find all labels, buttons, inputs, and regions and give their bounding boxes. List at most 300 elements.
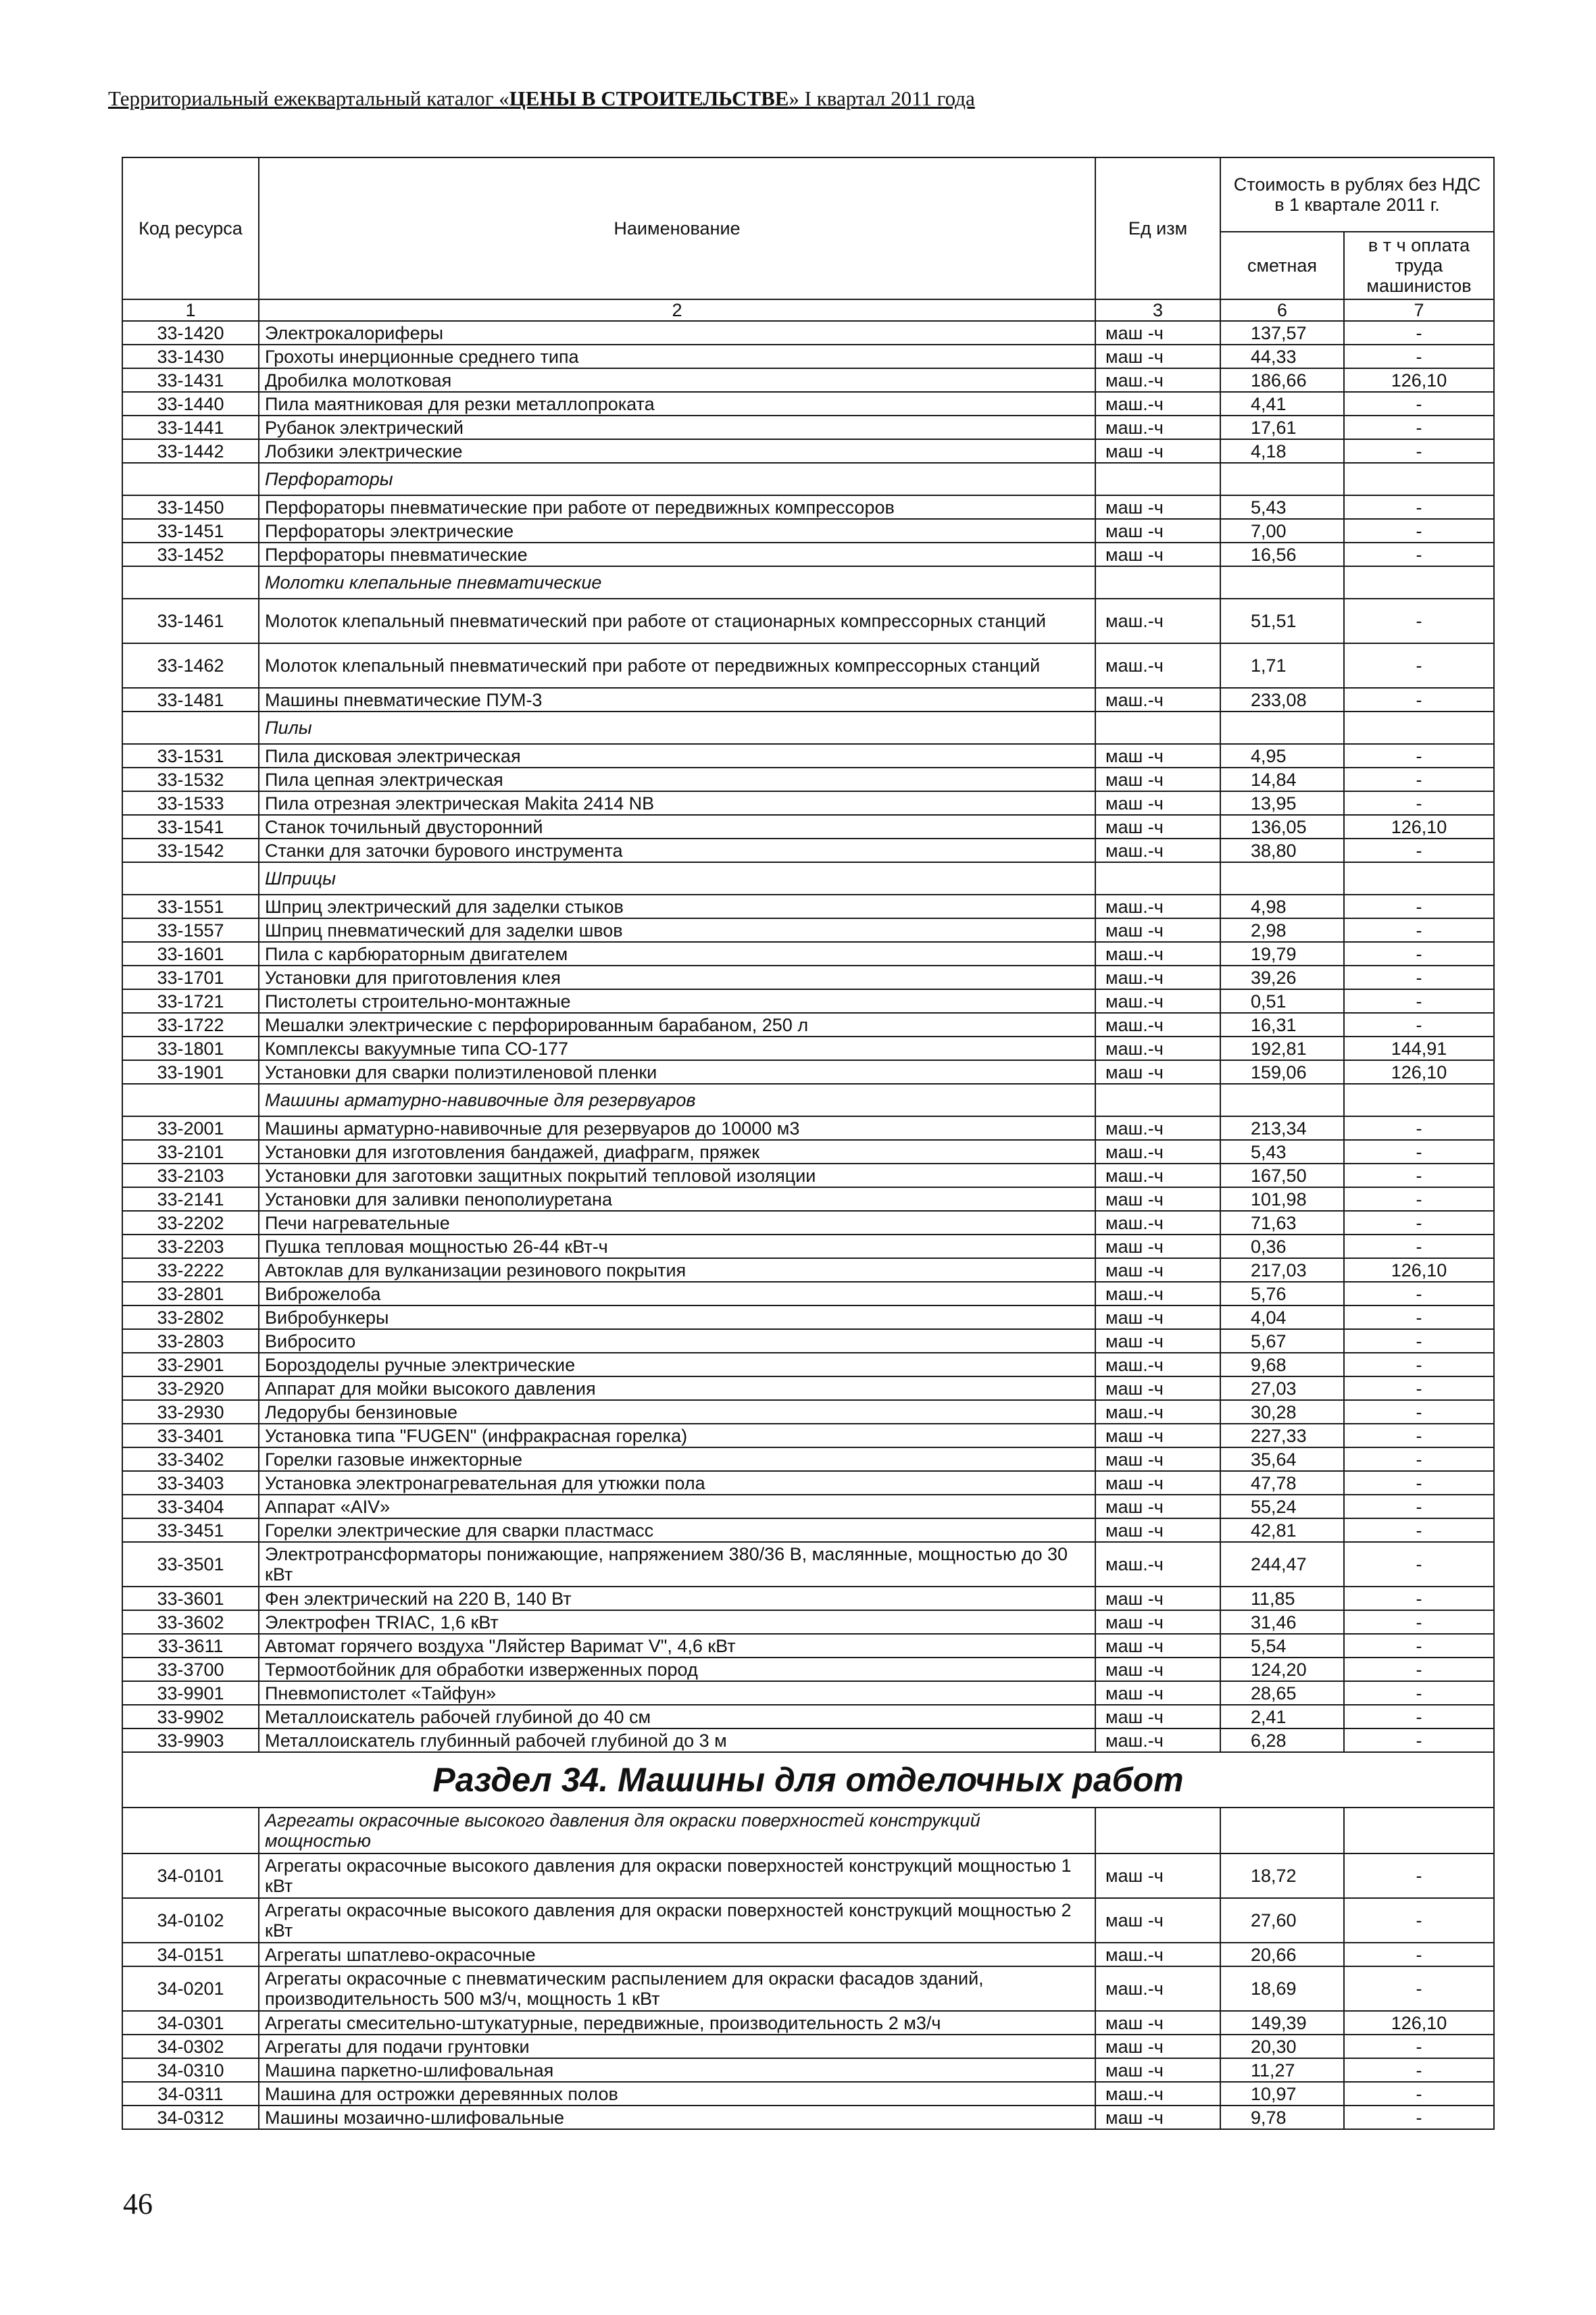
estimated-cost: 233,08 (1220, 688, 1344, 712)
resource-name: Установка электронагревательная для утюжки пола (259, 1471, 1095, 1495)
table-row (122, 1495, 1494, 1518)
header-name: Наименование (259, 157, 1095, 299)
resource-name: Пистолеты строительно-монтажные (259, 989, 1095, 1013)
table-row (122, 1400, 1494, 1424)
operator-labor-cost: 126,10 (1344, 815, 1494, 839)
unit: маш.-ч (1095, 368, 1220, 392)
operator-labor-cost: - (1344, 439, 1494, 463)
table-row (122, 839, 1494, 862)
estimated-cost: 19,79 (1220, 942, 1344, 966)
resource-code: 33-1532 (122, 768, 259, 791)
resource-code: 34-0201 (122, 1966, 259, 2011)
resource-code: 33-1462 (122, 643, 259, 688)
table-row (122, 1164, 1494, 1187)
unit: маш -ч (1095, 2035, 1220, 2058)
resource-name: Аппарат «AIV» (259, 1495, 1095, 1518)
unit: маш -ч (1095, 1853, 1220, 1898)
resource-name: Установки для изготовления бандажей, диафрагм, пряжек (259, 1140, 1095, 1164)
resource-code: 33-2001 (122, 1116, 259, 1140)
resource-name: Электротрансформаторы понижающие, напряжением 380/36 В, маслянные, мощностью до 30 кВт (259, 1542, 1095, 1587)
operator-labor-cost: - (1344, 2106, 1494, 2129)
table-row (122, 815, 1494, 839)
table-row (122, 1705, 1494, 1728)
resource-name: Установки для приготовления клея (259, 966, 1095, 989)
resource-code: 33-1481 (122, 688, 259, 712)
operator-labor-cost: - (1344, 744, 1494, 768)
subsection-row (122, 1808, 1494, 1853)
resource-code: 33-1440 (122, 392, 259, 416)
resource-code: 33-3501 (122, 1542, 259, 1587)
unit: маш.-ч (1095, 1728, 1220, 1752)
subsection-title: Перфораторы (259, 463, 1095, 495)
estimated-cost: 30,28 (1220, 1400, 1344, 1424)
operator-labor-cost: - (1344, 895, 1494, 918)
estimated-cost: 4,18 (1220, 439, 1344, 463)
column-number: 2 (259, 299, 1095, 321)
resource-name: Горелки электрические для сварки пластмасс (259, 1518, 1095, 1542)
table-row (122, 1447, 1494, 1471)
table-row (122, 1471, 1494, 1495)
empty-labor-cell (1344, 862, 1494, 895)
resource-name: Электрофен TRIAC, 1,6 кВт (259, 1610, 1095, 1634)
table-row (122, 1282, 1494, 1305)
table-row (122, 1258, 1494, 1282)
resource-name: Виброжелоба (259, 1282, 1095, 1305)
operator-labor-cost: - (1344, 1164, 1494, 1187)
estimated-cost: 11,85 (1220, 1587, 1344, 1610)
unit: маш -ч (1095, 439, 1220, 463)
estimated-cost: 9,68 (1220, 1353, 1344, 1376)
resource-name: Электрокалориферы (259, 321, 1095, 345)
resource-name: Аппарат для мойки высокого давления (259, 1376, 1095, 1400)
empty-cost-cell (1220, 1084, 1344, 1116)
estimated-cost: 227,33 (1220, 1424, 1344, 1447)
unit: маш.-ч (1095, 1013, 1220, 1037)
estimated-cost: 192,81 (1220, 1037, 1344, 1060)
resource-code: 33-3601 (122, 1587, 259, 1610)
resource-code: 33-1531 (122, 744, 259, 768)
unit: маш.-ч (1095, 1140, 1220, 1164)
resource-name: Ледорубы бензиновые (259, 1400, 1095, 1424)
resource-name: Печи нагревательные (259, 1211, 1095, 1235)
estimated-cost: 101,98 (1220, 1187, 1344, 1211)
resource-code: 34-0310 (122, 2058, 259, 2082)
estimated-cost: 38,80 (1220, 839, 1344, 862)
unit: маш.-ч (1095, 1164, 1220, 1187)
table-row (122, 744, 1494, 768)
estimated-cost: 1,71 (1220, 643, 1344, 688)
operator-labor-cost: - (1344, 966, 1494, 989)
table-row (122, 1681, 1494, 1705)
estimated-cost: 71,63 (1220, 1211, 1344, 1235)
resource-code: 33-1557 (122, 918, 259, 942)
unit: маш.-ч (1095, 416, 1220, 439)
table-row (122, 1060, 1494, 1084)
resource-code: 34-0302 (122, 2035, 259, 2058)
resource-code: 33-3404 (122, 1495, 259, 1518)
page-header (108, 86, 1162, 111)
resource-code: 33-9903 (122, 1728, 259, 1752)
table-row (122, 1329, 1494, 1353)
resource-name: Бороздоделы ручные электрические (259, 1353, 1095, 1376)
table-row (122, 321, 1494, 345)
table-row (122, 1037, 1494, 1060)
unit: маш -ч (1095, 1705, 1220, 1728)
resource-name: Рубанок электрический (259, 416, 1095, 439)
estimated-cost: 28,65 (1220, 1681, 1344, 1705)
unit: маш -ч (1095, 1258, 1220, 1282)
operator-labor-cost: - (1344, 2058, 1494, 2082)
estimated-cost: 0,51 (1220, 989, 1344, 1013)
section-title: Раздел 34. Машины для отделочных работ (122, 1752, 1494, 1808)
unit: маш.-ч (1095, 643, 1220, 688)
empty-cost-cell (1220, 1808, 1344, 1853)
estimated-cost: 244,47 (1220, 1542, 1344, 1587)
unit: маш.-ч (1095, 1353, 1220, 1376)
estimated-cost: 136,05 (1220, 815, 1344, 839)
resource-code: 33-1450 (122, 495, 259, 519)
operator-labor-cost: - (1344, 345, 1494, 368)
resource-code: 34-0301 (122, 2011, 259, 2035)
unit: маш -ч (1095, 1376, 1220, 1400)
table-row (122, 1943, 1494, 1966)
resource-name: Пила цепная электрическая (259, 768, 1095, 791)
estimated-cost: 17,61 (1220, 416, 1344, 439)
estimated-cost: 7,00 (1220, 519, 1344, 543)
table-row (122, 1728, 1494, 1752)
empty-unit-cell (1095, 566, 1220, 599)
unit: маш.-ч (1095, 839, 1220, 862)
empty-code-cell (122, 566, 259, 599)
table-row (122, 966, 1494, 989)
column-number: 1 (122, 299, 259, 321)
unit: маш -ч (1095, 543, 1220, 566)
table-row (122, 1853, 1494, 1898)
operator-labor-cost: - (1344, 519, 1494, 543)
unit: маш -ч (1095, 1329, 1220, 1353)
operator-labor-cost: - (1344, 839, 1494, 862)
resource-name: Пневмопистолет «Тайфун» (259, 1681, 1095, 1705)
operator-labor-cost: - (1344, 1587, 1494, 1610)
estimated-cost: 14,84 (1220, 768, 1344, 791)
unit: маш -ч (1095, 2106, 1220, 2129)
subsection-title: Шприцы (259, 862, 1095, 895)
empty-cost-cell (1220, 566, 1344, 599)
header-suffix: » I квартал 2011 года (789, 86, 975, 110)
estimated-cost: 159,06 (1220, 1060, 1344, 1084)
subsection-title: Пилы (259, 712, 1095, 744)
resource-name: Горелки газовые инжекторные (259, 1447, 1095, 1471)
unit: маш -ч (1095, 1518, 1220, 1542)
resource-code: 33-3602 (122, 1610, 259, 1634)
resource-code: 33-1551 (122, 895, 259, 918)
unit: маш -ч (1095, 1634, 1220, 1658)
subsection-title: Машины арматурно-навивочные для резервуаров (259, 1084, 1095, 1116)
resource-code: 33-2920 (122, 1376, 259, 1400)
table-row (122, 1353, 1494, 1376)
operator-labor-cost: - (1344, 1424, 1494, 1447)
resource-name: Мешалки электрические с перфорированным барабаном, 250 л (259, 1013, 1095, 1037)
operator-labor-cost: 126,10 (1344, 2011, 1494, 2035)
resource-name: Агрегаты для подачи грунтовки (259, 2035, 1095, 2058)
estimated-cost: 55,24 (1220, 1495, 1344, 1518)
resource-name: Агрегаты шпатлево-окрасочные (259, 1943, 1095, 1966)
estimated-cost: 42,81 (1220, 1518, 1344, 1542)
operator-labor-cost: - (1344, 643, 1494, 688)
operator-labor-cost: - (1344, 1013, 1494, 1037)
table-row (122, 392, 1494, 416)
operator-labor-cost: - (1344, 1681, 1494, 1705)
column-number: 7 (1344, 299, 1494, 321)
empty-unit-cell (1095, 463, 1220, 495)
unit: маш -ч (1095, 321, 1220, 345)
resource-name: Комплексы вакуумные типа СО-177 (259, 1037, 1095, 1060)
operator-labor-cost: - (1344, 1187, 1494, 1211)
unit: маш -ч (1095, 1681, 1220, 1705)
table-row (122, 1610, 1494, 1634)
resource-code: 33-1420 (122, 321, 259, 345)
resource-code: 33-1461 (122, 599, 259, 643)
resource-code: 33-2802 (122, 1305, 259, 1329)
resource-name: Пила дисковая электрическая (259, 744, 1095, 768)
resource-code: 33-1442 (122, 439, 259, 463)
unit: маш -ч (1095, 1587, 1220, 1610)
operator-labor-cost: 126,10 (1344, 1060, 1494, 1084)
resource-name: Шприц электрический для заделки стыков (259, 895, 1095, 918)
unit: маш -ч (1095, 519, 1220, 543)
unit: маш.-ч (1095, 966, 1220, 989)
empty-cost-cell (1220, 712, 1344, 744)
resource-name: Станки для заточки бурового инструмента (259, 839, 1095, 862)
operator-labor-cost: - (1344, 2035, 1494, 2058)
page-number: 46 (123, 2187, 153, 2220)
operator-labor-cost: - (1344, 1966, 1494, 2011)
resource-code: 34-0151 (122, 1943, 259, 1966)
table-row (122, 1235, 1494, 1258)
resource-code: 33-9902 (122, 1705, 259, 1728)
table-row (122, 368, 1494, 392)
table-header (122, 157, 1494, 321)
resource-code: 33-3611 (122, 1634, 259, 1658)
table-row (122, 768, 1494, 791)
resource-code: 33-9901 (122, 1681, 259, 1705)
resource-code: 33-2901 (122, 1353, 259, 1376)
resource-code: 33-2202 (122, 1211, 259, 1235)
empty-code-cell (122, 1084, 259, 1116)
resource-code: 33-1721 (122, 989, 259, 1013)
operator-labor-cost: - (1344, 1705, 1494, 1728)
operator-labor-cost: - (1344, 688, 1494, 712)
resource-name: Термоотбойник для обработки изверженных пород (259, 1658, 1095, 1681)
header-labor: в т ч оплата труда машинистов (1344, 232, 1494, 299)
table-row (122, 599, 1494, 643)
estimated-cost: 2,98 (1220, 918, 1344, 942)
operator-labor-cost: - (1344, 1943, 1494, 1966)
empty-labor-cell (1344, 1084, 1494, 1116)
empty-labor-cell (1344, 463, 1494, 495)
estimated-cost: 6,28 (1220, 1728, 1344, 1752)
resource-code: 33-1452 (122, 543, 259, 566)
resource-code: 33-1542 (122, 839, 259, 862)
resource-code: 33-2803 (122, 1329, 259, 1353)
resource-code: 33-2203 (122, 1235, 259, 1258)
unit: маш.-ч (1095, 599, 1220, 643)
unit: маш -ч (1095, 2058, 1220, 2082)
operator-labor-cost: - (1344, 321, 1494, 345)
empty-labor-cell (1344, 566, 1494, 599)
table-row (122, 1898, 1494, 1943)
empty-code-cell (122, 712, 259, 744)
unit: маш -ч (1095, 1447, 1220, 1471)
resource-code: 33-3401 (122, 1424, 259, 1447)
subsection-row (122, 712, 1494, 744)
unit: маш.-ч (1095, 895, 1220, 918)
table-row (122, 495, 1494, 519)
estimated-cost: 16,56 (1220, 543, 1344, 566)
estimated-cost: 124,20 (1220, 1658, 1344, 1681)
unit: маш.-ч (1095, 1542, 1220, 1587)
operator-labor-cost: - (1344, 1400, 1494, 1424)
resource-code: 33-1441 (122, 416, 259, 439)
resource-name: Установки для сварки полиэтиленовой пленки (259, 1060, 1095, 1084)
table-row (122, 1305, 1494, 1329)
resource-code: 33-3451 (122, 1518, 259, 1542)
resource-code: 33-1431 (122, 368, 259, 392)
estimated-cost: 10,97 (1220, 2082, 1344, 2106)
unit: маш -ч (1095, 1060, 1220, 1084)
resource-name: Перфораторы пневматические при работе от передвижных компрессоров (259, 495, 1095, 519)
estimated-cost: 11,27 (1220, 2058, 1344, 2082)
operator-labor-cost: - (1344, 1235, 1494, 1258)
resource-name: Молоток клепальный пневматический при работе от стационарных компрессорных станций (259, 599, 1095, 643)
resource-code: 33-2103 (122, 1164, 259, 1187)
resource-code: 33-1601 (122, 942, 259, 966)
subsection-title: Молотки клепальные пневматические (259, 566, 1095, 599)
unit: маш.-ч (1095, 1943, 1220, 1966)
unit: маш -ч (1095, 495, 1220, 519)
estimated-cost: 5,54 (1220, 1634, 1344, 1658)
unit: маш -ч (1095, 345, 1220, 368)
unit: маш -ч (1095, 1424, 1220, 1447)
table-row (122, 1966, 1494, 2011)
table-row (122, 1187, 1494, 1211)
resource-name: Агрегаты окрасочные высокого давления для окраски поверхностей конструкций мощностью 2 кВт (259, 1898, 1095, 1943)
resource-name: Агрегаты окрасочные высокого давления для окраски поверхностей конструкций мощностью 1 кВт (259, 1853, 1095, 1898)
estimated-cost: 167,50 (1220, 1164, 1344, 1187)
resource-name: Шприц пневматический для заделки швов (259, 918, 1095, 942)
estimated-cost: 5,67 (1220, 1329, 1344, 1353)
table-row (122, 1634, 1494, 1658)
unit: маш.-ч (1095, 1116, 1220, 1140)
operator-labor-cost: - (1344, 1495, 1494, 1518)
resource-code: 33-1541 (122, 815, 259, 839)
resource-code: 33-3403 (122, 1471, 259, 1495)
operator-labor-cost: 126,10 (1344, 368, 1494, 392)
estimated-cost: 39,26 (1220, 966, 1344, 989)
resource-code: 33-3402 (122, 1447, 259, 1471)
table-body (122, 321, 1494, 2129)
resource-name: Металлоискатель рабочей глубиной до 40 см (259, 1705, 1095, 1728)
resource-name: Пила с карбюраторным двигателем (259, 942, 1095, 966)
unit: маш.-ч (1095, 1966, 1220, 2011)
unit: маш -ч (1095, 791, 1220, 815)
resource-name: Установка типа "FUGEN" (инфракрасная горелка) (259, 1424, 1095, 1447)
estimated-cost: 18,69 (1220, 1966, 1344, 2011)
operator-labor-cost: - (1344, 1447, 1494, 1471)
table-row (122, 1140, 1494, 1164)
unit: маш.-ч (1095, 1400, 1220, 1424)
operator-labor-cost: - (1344, 2082, 1494, 2106)
resource-code: 34-0101 (122, 1853, 259, 1898)
subsection-row (122, 566, 1494, 599)
resource-name: Перфораторы пневматические (259, 543, 1095, 566)
operator-labor-cost: - (1344, 416, 1494, 439)
estimated-cost: 27,60 (1220, 1898, 1344, 1943)
operator-labor-cost: - (1344, 1376, 1494, 1400)
table-row (122, 519, 1494, 543)
resource-name: Грохоты инерционные среднего типа (259, 345, 1095, 368)
operator-labor-cost: - (1344, 768, 1494, 791)
resource-code: 33-2930 (122, 1400, 259, 1424)
operator-labor-cost: - (1344, 1211, 1494, 1235)
unit: маш.-ч (1095, 688, 1220, 712)
column-number: 6 (1220, 299, 1344, 321)
estimated-cost: 16,31 (1220, 1013, 1344, 1037)
resource-name: Станок точильный двусторонний (259, 815, 1095, 839)
resource-code: 33-2801 (122, 1282, 259, 1305)
resource-code: 33-1801 (122, 1037, 259, 1060)
resource-name: Машины пневматические ПУМ-3 (259, 688, 1095, 712)
unit: маш.-ч (1095, 1282, 1220, 1305)
resource-name: Фен электрический на 220 В, 140 Вт (259, 1587, 1095, 1610)
operator-labor-cost: - (1344, 1329, 1494, 1353)
estimated-cost: 27,03 (1220, 1376, 1344, 1400)
resource-name: Дробилка молотковая (259, 368, 1095, 392)
table-row (122, 643, 1494, 688)
resource-name: Пила маятниковая для резки металлопроката (259, 392, 1095, 416)
empty-labor-cell (1344, 712, 1494, 744)
unit: маш.-ч (1095, 2082, 1220, 2106)
estimated-cost: 213,34 (1220, 1116, 1344, 1140)
empty-unit-cell (1095, 712, 1220, 744)
resource-code: 34-0312 (122, 2106, 259, 2129)
resource-name: Пила отрезная электрическая Makita 2414 NB (259, 791, 1095, 815)
unit: маш -ч (1095, 744, 1220, 768)
operator-labor-cost: - (1344, 1353, 1494, 1376)
unit: маш -ч (1095, 768, 1220, 791)
table-row (122, 543, 1494, 566)
table-row (122, 791, 1494, 815)
column-numbers-row (122, 299, 1494, 321)
resource-code: 33-3700 (122, 1658, 259, 1681)
estimated-cost: 4,41 (1220, 392, 1344, 416)
operator-labor-cost: - (1344, 1116, 1494, 1140)
resource-code: 34-0311 (122, 2082, 259, 2106)
operator-labor-cost: - (1344, 918, 1494, 942)
unit: маш.-ч (1095, 989, 1220, 1013)
estimated-cost: 35,64 (1220, 1447, 1344, 1471)
unit: маш.-ч (1095, 392, 1220, 416)
table-row (122, 1211, 1494, 1235)
estimated-cost: 4,95 (1220, 744, 1344, 768)
table-row (122, 1116, 1494, 1140)
estimated-cost: 217,03 (1220, 1258, 1344, 1282)
estimated-cost: 137,57 (1220, 321, 1344, 345)
table-row (122, 1376, 1494, 1400)
resource-name: Установки для заливки пенополиуретана (259, 1187, 1095, 1211)
empty-labor-cell (1344, 1808, 1494, 1853)
estimated-cost: 5,43 (1220, 495, 1344, 519)
